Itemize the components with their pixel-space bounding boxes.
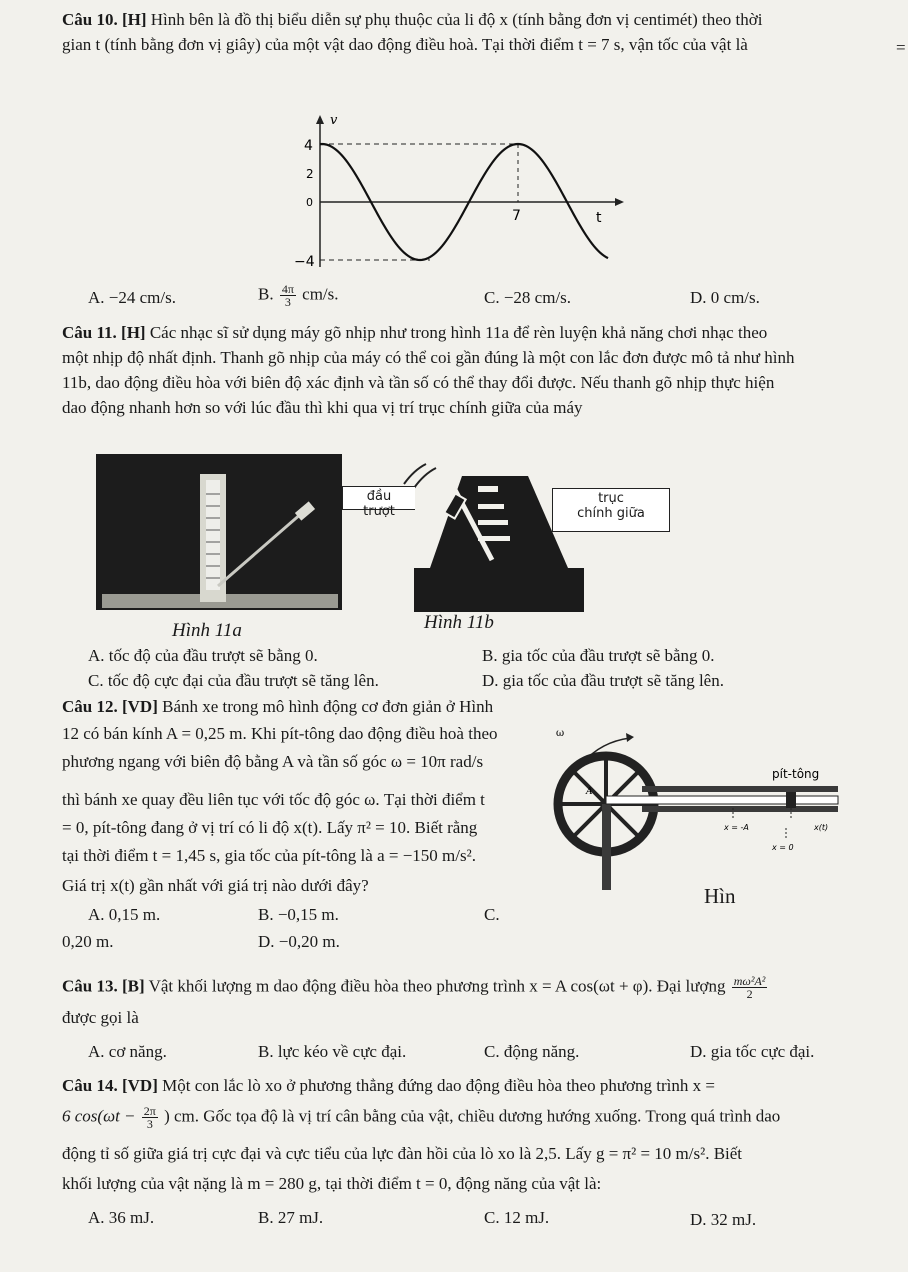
q11-option-a[interactable]: A. tốc độ của đầu trượt sẽ bằng 0.	[88, 646, 318, 665]
q14-eq-post: ) cm. Gốc tọa độ là vị trí cân bằng của vật, chiều dương hướng xuống. Trong quá trình dao	[164, 1106, 781, 1126]
y-arrow-icon	[316, 115, 324, 124]
q12-line7: Giá trị x(t) gần nhất với giá trị nào dưới đây?	[62, 876, 369, 895]
q13-frac-den: 2	[746, 987, 753, 1001]
q14-option-d[interactable]: D. 32 mJ.	[690, 1210, 757, 1229]
q12-text1: Bánh xe trong mô hình động cơ đơn giản ở Hình	[162, 697, 494, 716]
q13-fraction	[732, 975, 768, 1000]
fig-omega-label: ω	[556, 728, 565, 739]
q12-option-c-value: 0,20 m.	[62, 932, 114, 951]
graph-t-label: t	[596, 210, 602, 226]
q11-line4: dao động nhanh hơn so với lúc đầu thì khi qua vị trí trục chính giữa của máy	[62, 398, 583, 417]
q12-line6: tại thời điểm t = 1,45 s, gia tốc của pít-tông là a = −150 m/s².	[62, 846, 476, 865]
q12-line4: thì bánh xe quay đều liên tục với tốc độ góc ω. Tại thời điểm t	[62, 790, 485, 809]
q10-option-d[interactable]: D. 0 cm/s.	[690, 288, 760, 307]
fig-A-label: A	[586, 787, 593, 797]
graph-y-zero: 0	[306, 196, 313, 209]
q12-option-d[interactable]: D. −0,20 m.	[258, 932, 340, 951]
q10-option-b-unit: cm/s.	[302, 284, 339, 304]
graph-y-top: 4	[304, 138, 313, 154]
engine-diagram	[548, 724, 852, 890]
q11-text1: Các nhạc sĩ sử dụng máy gõ nhịp như trong hình 11a để rèn luyện khả năng chơi nhạc theo	[149, 323, 768, 342]
q10-option-b-num: 4π	[281, 282, 294, 296]
graph-y-mid: 2	[306, 167, 314, 181]
axis-label-line2: chính giữa	[577, 506, 645, 521]
q13-option-a[interactable]: A. cơ năng.	[88, 1042, 167, 1061]
figure-12-caption: Hìn	[704, 884, 736, 908]
q10-line1	[62, 10, 762, 30]
q14-line1	[62, 1076, 715, 1096]
q14-option-c[interactable]: C. 12 mJ.	[484, 1208, 550, 1227]
q10-option-b-den: 3	[284, 295, 291, 309]
q10-option-c[interactable]: C. −28 cm/s.	[484, 288, 572, 307]
q14-line4: khối lượng của vật nặng là m = 280 g, tại thời điểm t = 0, động năng của vật là:	[62, 1174, 602, 1193]
q12-option-c[interactable]: C.	[484, 905, 500, 924]
q14-line2	[62, 1105, 780, 1130]
q11-option-d[interactable]: D. gia tốc của đầu trượt sẽ tăng lên.	[482, 671, 724, 690]
graph-v-label: v	[330, 113, 338, 128]
x-arrow-icon	[615, 198, 624, 206]
axis-label	[552, 488, 670, 532]
q12-option-b[interactable]: B. −0,15 m.	[258, 905, 339, 924]
q11-line2: một nhịp độ nhất định. Thanh gõ nhịp của máy có thể coi gần đúng là một con lắc đơn được mô tả như hình	[62, 348, 795, 367]
q14-line3: động tỉ số giữa giá trị cực đại và cực tiểu của lực đàn hồi của lò xo là 2,5. Lấy g = π² = 10 m/s². Biết	[62, 1144, 743, 1163]
metronome-diagram	[400, 456, 590, 612]
q12-line3: phương ngang với biên độ bằng A và tần số góc ω = 10π rad/s	[62, 752, 484, 771]
q10-option-b-letter: B.	[258, 284, 274, 304]
fig-xminusA-label: x = -A	[724, 823, 749, 832]
q13-line2: được gọi là	[62, 1008, 139, 1027]
q10-line2: gian t (tính bằng đơn vị giây) của một vật dao động điều hoà. Tại thời điểm t = 7 s, vận tốc của vật là	[62, 35, 748, 54]
fig-piston-label: pít-tông	[772, 767, 820, 781]
q13-frac-num: mω²A²	[733, 974, 766, 988]
q10-option-b-fraction	[280, 283, 296, 308]
figure-11b-caption: Hình 11b	[424, 612, 494, 633]
margin-mark: =	[896, 38, 906, 57]
q14-option-b[interactable]: B. 27 mJ.	[258, 1208, 324, 1227]
q13-title: Câu 13. [B]	[62, 976, 145, 996]
q13-option-b[interactable]: B. lực kéo về cực đại.	[258, 1042, 407, 1061]
q12-line1	[62, 697, 493, 717]
q14-fraction	[142, 1105, 158, 1130]
q11-line3: 11b, dao động điều hòa với biên độ xác định và tần số có thể thay đổi được. Nếu thanh gõ nhịp thực hiện	[62, 373, 775, 392]
q13-option-d[interactable]: D. gia tốc cực đại.	[690, 1042, 815, 1061]
q12-title: Câu 12. [VD]	[62, 697, 158, 716]
graph-x-mark: 7	[512, 208, 521, 224]
q12-line2: 12 có bán kính A = 0,25 m. Khi pít-tông dao động điều hoà theo	[62, 724, 498, 743]
graph-y-bottom: −4	[294, 254, 315, 270]
q14-frac-den: 3	[146, 1117, 153, 1131]
q10-option-a[interactable]: A. −24 cm/s.	[88, 288, 176, 307]
q13-option-c[interactable]: C. động năng.	[484, 1042, 580, 1061]
q11-line1	[62, 323, 767, 343]
q14-title: Câu 14. [VD]	[62, 1076, 158, 1095]
q11-option-b[interactable]: B. gia tốc của đầu trượt sẽ bằng 0.	[482, 646, 715, 665]
q12-line5: = 0, pít-tông đang ở vị trí có li độ x(t). Lấy π² = 10. Biết rằng	[62, 818, 478, 837]
q10-title: Câu 10. [H]	[62, 10, 147, 29]
q14-eq-pre: 6 cos(ωt −	[62, 1106, 136, 1126]
axis-label-line1: trục	[598, 491, 624, 506]
figure-11a-caption: Hình 11a	[172, 620, 242, 641]
metronome-photo	[96, 454, 342, 610]
slider-label: đầu trượt	[342, 486, 415, 510]
fig-xt-label: x(t)	[814, 823, 829, 832]
q11-title: Câu 11. [H]	[62, 323, 146, 342]
q12-option-a[interactable]: A. 0,15 m.	[88, 905, 161, 924]
q13-text1: Vật khối lượng m dao động điều hòa theo phương trình x = A cos(ωt + φ). Đại lượng	[148, 976, 726, 996]
q10-option-b[interactable]	[258, 283, 339, 308]
q13-line1	[62, 975, 769, 1000]
q11-option-c[interactable]: C. tốc độ cực đại của đầu trượt sẽ tăng lên.	[88, 671, 379, 690]
q14-option-a[interactable]: A. 36 mJ.	[88, 1208, 155, 1227]
fig-x0-label: x = 0	[772, 843, 794, 852]
q10-text1: Hình bên là đồ thị biểu diễn sự phụ thuộc của li độ x (tính bằng đơn vị centimét) theo thời	[150, 10, 763, 29]
q14-text1: Một con lắc lò xo ở phương thẳng đứng dao động điều hòa theo phương trình x =	[162, 1076, 715, 1095]
q14-frac-num: 2π	[143, 1104, 156, 1118]
q10-graph	[290, 112, 630, 282]
